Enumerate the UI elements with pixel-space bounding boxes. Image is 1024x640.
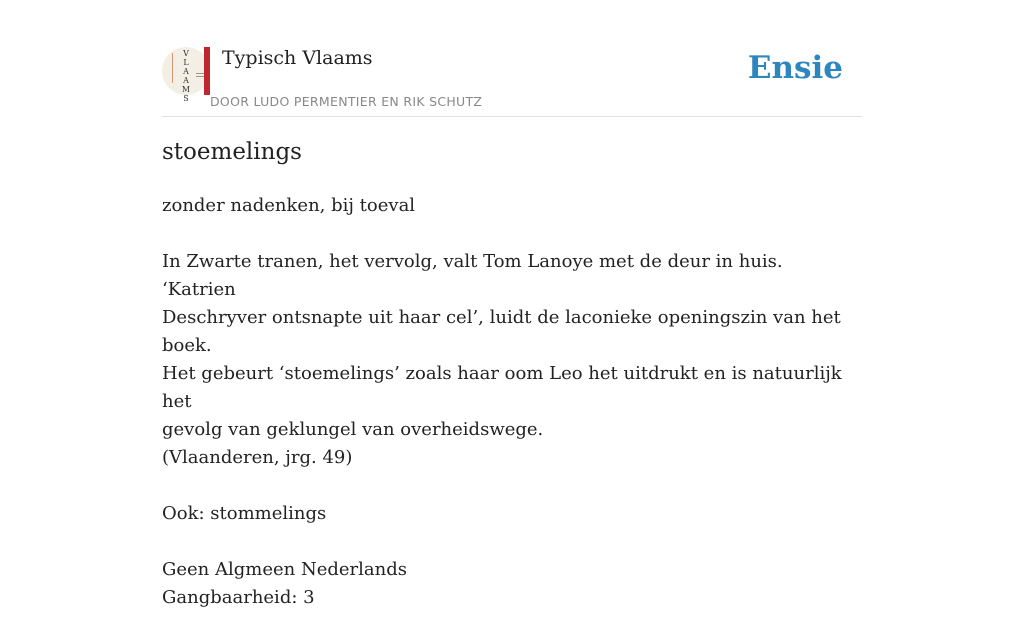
usage-line: Gangbaarheid: 3	[162, 587, 315, 608]
entry-quote	[162, 248, 862, 472]
entry-also: Ook: stommelings	[162, 503, 327, 524]
usage-line: Geen Algmeen Nederlands	[162, 559, 407, 580]
entry-term: stoemelings	[162, 139, 302, 165]
book-title[interactable]: Typisch Vlaams	[222, 47, 373, 69]
page-header	[162, 44, 862, 117]
entry-definition: zonder nadenken, bij toeval	[162, 195, 416, 216]
book-logo[interactable]	[162, 47, 210, 103]
quote-source: (Vlaanderen, jrg. 49)	[162, 447, 353, 468]
book-authors: DOOR LUDO PERMENTIER EN RIK SCHUTZ	[210, 94, 483, 109]
logo-red-bar	[204, 47, 210, 95]
quote-line: Deschryver ontsnapte uit haar cel’, luidt de laconieke openingszin van het boek.	[162, 307, 841, 356]
logo-letter: V	[183, 49, 189, 58]
quote-line: gevolg van geklungel van overheidswege.	[162, 419, 544, 440]
entry-content	[162, 192, 862, 640]
quote-line: In Zwarte tranen, het vervolg, valt Tom Lanoye met de deur in huis. ‘Katrien	[162, 251, 783, 300]
entry-usage	[162, 556, 862, 612]
logo-letter: S	[183, 94, 189, 103]
logo-letter: A	[183, 67, 189, 76]
logo-decoration	[172, 53, 173, 83]
logo-letter: A	[183, 76, 189, 85]
logo-decoration	[196, 76, 204, 77]
logo-letter: M	[181, 85, 191, 94]
logo-decoration	[196, 73, 204, 74]
logo-letters	[176, 49, 196, 103]
logo-letter: L	[183, 58, 189, 67]
brand-logo[interactable]: Ensie	[747, 50, 843, 86]
quote-line: Het gebeurt ‘stoemelings’ zoals haar oom Leo het uitdrukt en is natuurlijk het	[162, 363, 842, 412]
